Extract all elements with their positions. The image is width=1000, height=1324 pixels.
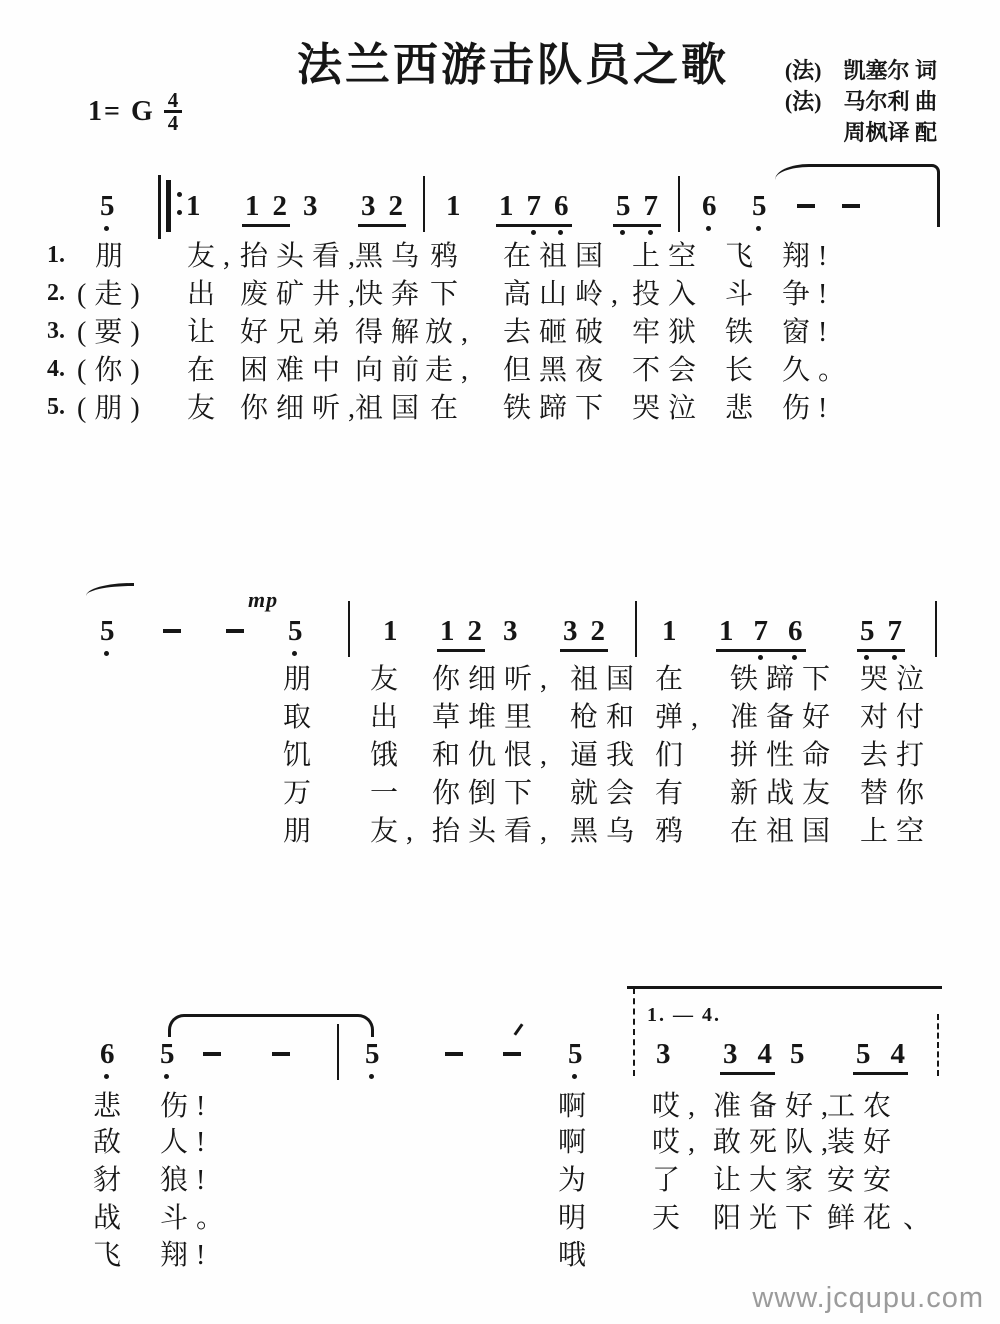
lyric-cell: 你细听, [432, 664, 556, 695]
duration-dash [203, 1052, 221, 1056]
barline [348, 601, 350, 657]
lyric-cell: 快奔 [355, 279, 428, 310]
lyric-cell: 翔! [782, 241, 836, 272]
lyric-cell: 友, [370, 816, 422, 847]
lyric-cell: 逼我 [570, 740, 643, 771]
note-digit: 5 [100, 617, 115, 646]
lyric-cell: 翔! [160, 1240, 214, 1271]
low-octave-dot [164, 1074, 169, 1079]
lyric-cell: 在 [655, 664, 692, 695]
jianpu-note [288, 617, 303, 646]
lyric-cell: (要) [77, 317, 148, 348]
lyric-cell: 上空 [632, 241, 705, 272]
note-digit: 7 [644, 192, 659, 221]
note-digit: 1 [446, 190, 461, 222]
lyric-cell: 抬头看, [432, 816, 556, 847]
barline [423, 176, 425, 232]
jianpu-note [560, 617, 608, 652]
lyric-cell: 放, [425, 317, 477, 348]
repeat-dot [177, 192, 182, 197]
lyric-cell: (朋) [77, 393, 148, 424]
lyric-cell: 伤! [782, 393, 836, 424]
lyric-cell: 但黑夜 [503, 355, 612, 386]
lyric-cell: 们 [655, 740, 692, 771]
jianpu-note [662, 617, 677, 646]
note-digit: 4 [890, 1038, 905, 1070]
note-digit: 6 [788, 617, 803, 646]
note-digit: 5 [856, 1038, 871, 1070]
jianpu-note [358, 192, 406, 227]
lyric-cell: 有 [655, 778, 692, 809]
key-signature [88, 90, 182, 133]
lyric-cell: 准备好 [730, 702, 839, 733]
translator-credit: 周枫译 配 [843, 120, 937, 145]
note-digit: 5 [288, 617, 303, 646]
note-digit: 2 [590, 615, 605, 647]
volta-label: 1. — 4. [647, 1004, 721, 1026]
key-tonic-label: 1= G [88, 95, 155, 127]
lyric-cell: 友 [370, 664, 407, 695]
lyric-cell: 铁蹄下 [730, 664, 839, 695]
lyric-cell: 下 [430, 279, 467, 310]
low-octave-dot [648, 230, 653, 235]
jianpu-note [186, 192, 201, 221]
lyric-cell: 去砸破 [503, 317, 612, 348]
note-digit: 3 [303, 190, 318, 222]
lyric-cell: 朋 [283, 664, 320, 695]
lyric-cell: 就会 [570, 778, 643, 809]
lyric-cell: 你细听, [240, 393, 364, 424]
low-octave-dot [758, 655, 763, 660]
duration-dash [272, 1052, 290, 1056]
lyric-cell: 悲 [93, 1091, 130, 1122]
jianpu-note [437, 617, 485, 652]
lyric-cell: 黑乌 [355, 241, 428, 272]
lyric-cell: 工农 [827, 1091, 900, 1122]
lyric-cell: 饿 [370, 740, 407, 771]
lyric-cell: 啊 [558, 1091, 595, 1122]
note-digit: 2 [272, 190, 287, 222]
jianpu-note [100, 617, 115, 646]
lyric-cell: 黑乌 [570, 816, 643, 847]
lyric-cell: 取 [283, 702, 320, 733]
lyric-cell: 鸦 [430, 241, 467, 272]
jianpu-note [446, 192, 461, 221]
jianpu-note [383, 617, 398, 646]
lyric-cell: 为 [558, 1165, 595, 1196]
jianpu-note [365, 1040, 380, 1069]
lyric-cell: 久。 [782, 355, 855, 386]
composer-credit: (法) 马尔利 曲 [784, 89, 937, 114]
low-octave-dot [531, 230, 536, 235]
tie-slur [86, 583, 134, 598]
lyric-cell: 斗。 [160, 1203, 233, 1234]
jianpu-note [503, 617, 518, 646]
verse-number: 1. [47, 242, 65, 268]
note-digit: 3 [563, 615, 578, 647]
credits [785, 55, 937, 148]
repeat-dot [177, 210, 182, 215]
lyricist-credit: (法) 凯塞尔 词 [784, 58, 937, 83]
lyric-cell: 争! [782, 279, 836, 310]
duration-dash [503, 1052, 521, 1056]
low-octave-dot [104, 651, 109, 656]
song-title: 法兰西游击队员之歌 [297, 40, 730, 90]
lyric-cell: 天 [652, 1203, 689, 1234]
lyric-cell: 万 [283, 778, 320, 809]
note-digit: 1 [662, 615, 677, 647]
lyric-cell: 抬头看, [240, 241, 364, 272]
low-octave-dot [292, 651, 297, 656]
lyric-cell: 朋 [95, 241, 132, 272]
lyric-cell: 新战友 [730, 778, 839, 809]
lyric-cell: 长 [725, 355, 762, 386]
lyric-cell: 拼性命 [730, 740, 839, 771]
jianpu-note [100, 1040, 115, 1069]
lyric-cell: 铁蹄下 [503, 393, 612, 424]
jianpu-note [716, 617, 806, 652]
lyric-cell: 窗! [782, 317, 836, 348]
tie-slur [168, 1014, 374, 1037]
lyric-cell: 困难中 [240, 355, 349, 386]
verse-number: 5. [47, 394, 65, 420]
note-digit: 1 [383, 615, 398, 647]
note-digit: 5 [790, 1038, 805, 1070]
low-octave-dot [104, 1074, 109, 1079]
lyric-cell: 啊 [558, 1127, 595, 1158]
lyric-cell: 对付 [860, 702, 933, 733]
note-digit: 6 [702, 192, 717, 221]
lyric-cell: 哭泣 [860, 664, 933, 695]
lyric-cell: 飞 [93, 1240, 130, 1271]
lyric-cell: 饥 [283, 740, 320, 771]
note-digit: 6 [100, 1040, 115, 1069]
lyric-cell: 让 [187, 317, 224, 348]
jianpu-note [853, 1040, 908, 1075]
low-octave-dot [792, 655, 797, 660]
lyric-cell: 牢狱 [632, 317, 705, 348]
duration-dash [445, 1052, 463, 1056]
note-digit: 5 [365, 1040, 380, 1069]
lyric-cell: 不会 [632, 355, 705, 386]
note-digit: 3 [723, 1038, 738, 1070]
lyric-cell: 投入 [632, 279, 705, 310]
note-digit: 3 [503, 615, 518, 647]
note-digit: 5 [752, 192, 767, 221]
lyric-cell: 敌 [93, 1127, 130, 1158]
jianpu-note [242, 192, 290, 227]
lyric-cell: 了 [652, 1165, 689, 1196]
repeat-thick-bar [166, 180, 171, 232]
low-octave-dot [572, 1074, 577, 1079]
barline [935, 601, 937, 657]
jianpu-note [720, 1040, 775, 1075]
note-digit: 3 [361, 190, 376, 222]
low-octave-dot [756, 226, 761, 231]
lyric-cell: 斗 [725, 279, 762, 310]
lyric-cell: 安安 [827, 1165, 900, 1196]
lyric-cell: 向前 [355, 355, 428, 386]
lyric-cell: 飞 [725, 241, 762, 272]
low-octave-dot [706, 226, 711, 231]
note-digit: 7 [527, 192, 542, 221]
note-digit: 5 [160, 1040, 175, 1069]
lyric-cell: 鸦 [655, 816, 692, 847]
repeat-start-sign [158, 178, 184, 236]
lyric-cell: (走) [77, 279, 148, 310]
lyric-cell: 走, [425, 355, 477, 386]
lyric-cell: 人! [160, 1127, 214, 1158]
time-denominator: 4 [167, 111, 179, 135]
lyric-cell: 在 [430, 393, 467, 424]
lyric-cell: 祖国 [570, 664, 643, 695]
lyric-cell: (你) [77, 355, 148, 386]
note-digit: 1 [186, 190, 201, 222]
note-digit: 7 [888, 617, 903, 646]
jianpu-note [613, 192, 661, 227]
watermark: www.jcqupu.com [752, 1282, 984, 1314]
breath-mark [514, 1023, 524, 1035]
lyric-cell: 狼! [160, 1165, 214, 1196]
lyric-cell: 哭泣 [632, 393, 705, 424]
lyric-cell: 高山岭, [503, 279, 627, 310]
lyric-cell: 哎, [652, 1127, 704, 1158]
lyric-cell: 去打 [860, 740, 933, 771]
lyric-cell: 枪和 [570, 702, 643, 733]
lyric-cell: 哦 [558, 1240, 595, 1271]
lyric-cell: 铁 [725, 317, 762, 348]
time-signature [164, 90, 183, 133]
jianpu-note [790, 1040, 805, 1069]
lyric-cell: 一 [370, 778, 407, 809]
lyric-cell: 阳光下 [713, 1203, 822, 1234]
lyric-cell: 哎, [652, 1091, 704, 1122]
lyric-cell: 出 [187, 279, 224, 310]
tie-slur [775, 164, 940, 227]
dynamic-marking: mp [248, 587, 279, 612]
duration-dash [163, 629, 181, 633]
barline [678, 176, 680, 232]
note-digit: 2 [467, 615, 482, 647]
lyric-cell: 你倒下 [432, 778, 541, 809]
lyric-cell: 、 [903, 1203, 940, 1234]
dashed-barline [633, 988, 635, 1076]
lyric-cell: 友 [187, 393, 224, 424]
note-digit: 2 [388, 190, 403, 222]
lyric-cell: 得解 [355, 317, 428, 348]
jianpu-note [100, 192, 115, 221]
dashed-barline [937, 1014, 939, 1076]
lyric-cell: 草堆里 [432, 702, 541, 733]
lyric-cell: 装好 [827, 1127, 900, 1158]
lyric-cell: 好兄弟 [240, 317, 349, 348]
lyric-cell: 在 [187, 355, 224, 386]
jianpu-note [303, 192, 318, 221]
note-digit: 5 [860, 617, 875, 646]
lyric-cell: 敢死队, [713, 1127, 837, 1158]
lyric-cell: 战 [93, 1203, 130, 1234]
lyric-cell: 废矿井, [240, 279, 364, 310]
note-digit: 1 [440, 615, 455, 647]
lyric-cell: 弹, [655, 702, 707, 733]
lyric-cell: 和仇恨, [432, 740, 556, 771]
verse-number: 3. [47, 318, 65, 344]
repeat-thin-bar [158, 175, 161, 239]
barline [635, 601, 637, 657]
volta-bracket-line [627, 986, 942, 989]
low-octave-dot [104, 226, 109, 231]
low-octave-dot [892, 655, 897, 660]
jianpu-note [568, 1040, 583, 1069]
time-numerator: 4 [164, 90, 183, 113]
jianpu-note [702, 192, 717, 221]
note-digit: 5 [100, 192, 115, 221]
lyric-cell: 祖国 [355, 393, 428, 424]
jianpu-note [160, 1040, 175, 1069]
lyric-cell: 在祖国 [503, 241, 612, 272]
lyric-cell: 明 [558, 1203, 595, 1234]
lyric-cell: 替你 [860, 778, 933, 809]
lyric-cell: 悲 [725, 393, 762, 424]
lyric-cell: 上空 [860, 816, 933, 847]
barline [337, 1024, 339, 1080]
lyric-cell: 让大家 [713, 1165, 822, 1196]
jianpu-note [752, 192, 767, 221]
note-digit: 1 [719, 615, 734, 647]
low-octave-dot [864, 655, 869, 660]
verse-number: 2. [47, 280, 65, 306]
low-octave-dot [369, 1074, 374, 1079]
lyric-cell: 朋 [283, 816, 320, 847]
jianpu-note [656, 1040, 671, 1069]
jianpu-note [857, 617, 905, 652]
lyric-cell: 伤! [160, 1091, 214, 1122]
note-digit: 5 [616, 192, 631, 221]
lyric-cell: 出 [370, 702, 407, 733]
note-digit: 1 [245, 190, 260, 222]
lyric-cell: 在祖国 [730, 816, 839, 847]
note-digit: 6 [554, 192, 569, 221]
low-octave-dot [620, 230, 625, 235]
duration-dash [226, 629, 244, 633]
low-octave-dot [558, 230, 563, 235]
lyric-cell: 友, [187, 241, 239, 272]
note-digit: 7 [754, 617, 769, 646]
lyric-cell: 鲜花 [827, 1203, 900, 1234]
note-digit: 3 [656, 1038, 671, 1070]
lyric-cell: 准备好, [713, 1091, 837, 1122]
lyric-cell: 豺 [93, 1165, 130, 1196]
note-digit: 4 [757, 1038, 772, 1070]
verse-number: 4. [47, 356, 65, 382]
jianpu-note [496, 192, 572, 227]
note-digit: 1 [499, 190, 514, 222]
note-digit: 5 [568, 1040, 583, 1069]
